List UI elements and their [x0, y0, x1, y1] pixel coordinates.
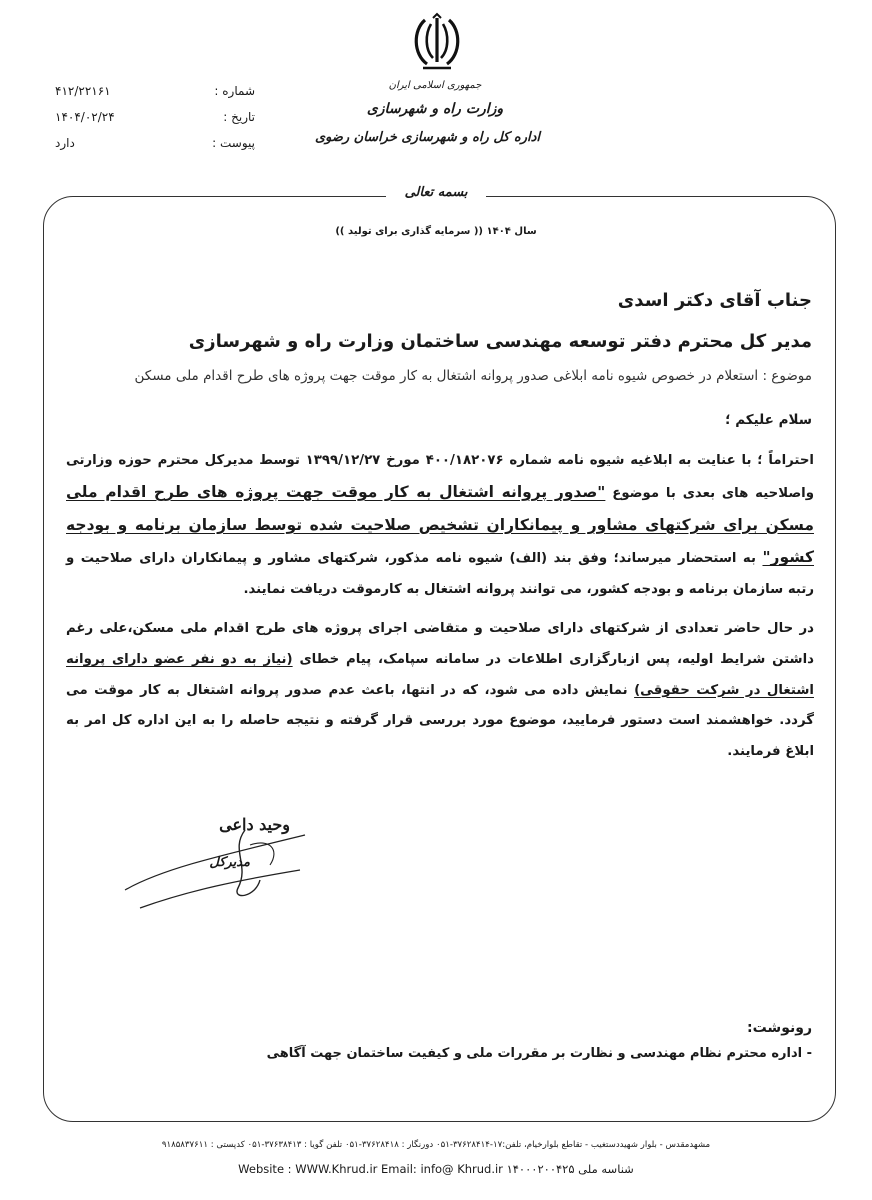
letter-date-label: تاریخ :: [223, 110, 255, 124]
letter-attachment-row: [55, 136, 255, 158]
signer-name: وحید داعی: [219, 815, 290, 834]
iran-emblem-icon: [405, 12, 469, 76]
signer-title: مدیرکل: [209, 855, 250, 870]
letter-date-row: [55, 110, 255, 132]
paragraph-1-quoted-title: "صدور پروانه اشتغال به کار موقت جهت پروژه های طرح اقدام ملی مسکن برای شرکتهای مشاور و پیمانکاران تشخیص صلاحیت شده توسط سازمان برنامه و بودجه کشور": [66, 482, 814, 567]
footer-address: مشهدمقدس - بلوار شهیددستغیب - تقاطع بلوارخیام، تلفن:۱۷-۳۷۶۲۸۴۱۴-۰۵۱ دورنگار : ۳۷۶۲۸۴۱۸-۰۵۱ تلفن گویا : ۳۷۶۳۸۴۱۳-۰۵۱ کدپستی : ۹۱۸۵۸۳۷۶۱۱: [161, 1140, 711, 1150]
recipient-title: مدیر کل محترم دفتر توسعه مهندسی ساختمان وزارت راه و شهرسازی: [188, 331, 812, 352]
paragraph-1-intro: احتراماً ؛ با عنایت به ابلاغیه شیوه نامه شماره ۴۰۰/۱۸۲۰۷۶ مورخ ۱۳۹۹/۱۲/۲۷ توسط مدیرکل محترم حوزه وزارتی واصلاحیه های بعدی با موضوع: [66, 453, 814, 501]
letter-attachment-value: دارد: [55, 136, 75, 150]
bismillah: بسمه تعالی: [386, 185, 486, 207]
paragraph-1: [66, 446, 814, 606]
country-name: جمهوری اسلامی ایران: [388, 80, 482, 91]
paragraph-2-intro: در حال حاضر تعدادی از شرکتهای دارای صلاحیت و متقاضی اجرای پروژه های طرح اقدام ملی مسکن،علی رغم داشتن شرایط اولیه، پس ازبارگزاری اطلاعات در سامانه سپامک، پیام خطای: [66, 620, 814, 667]
letter-attachment-label: پیوست :: [212, 136, 255, 150]
paragraph-2-rest: نمایش داده می شود، که در انتها، باعث عدم صدور پروانه اشتغال به کار موقت می گردد. خواهشمند است دستور فرمایید، موضوع مورد بررسی قرار گرفته و نتیجه حاصله را به این اداره کل امر به ابلاغ فرمایند.: [66, 682, 814, 760]
recipient-name: جناب آقای دکتر اسدی: [617, 290, 812, 311]
greeting: سلام علیکم ؛: [725, 412, 812, 428]
paragraph-1-rest: به استحضار میرساند؛ وفق بند (الف) شیوه نامه مذکور، شرکتهای مشاور و پیمانکاران دارای صلاحیت و رتبه سازمان برنامه و بودجه کشور، می توانند پروانه اشتغال به کارموقت دریافت نمایند.: [66, 551, 814, 598]
letter-date-value: ۱۴۰۴/۰۲/۲۴: [55, 110, 115, 124]
cc-label: رونوشت:: [747, 1020, 812, 1036]
letter-body: [66, 446, 814, 768]
letter-number-label: شماره :: [214, 84, 255, 98]
footer-contact: Website : WWW.Khrud.ir Email: info@ Khrud.ir شناسه ملی ۱۴۰۰۰۲۰۰۴۲۵: [238, 1162, 634, 1176]
letter-number-row: [55, 84, 255, 106]
ministry-name: وزارت راه و شهرسازی: [366, 101, 504, 117]
department-name: اداره کل راه و شهرسازی خراسان رضوی: [314, 130, 540, 145]
letter-subject: موضوع : استعلام در خصوص شیوه نامه ابلاغی صدور پروانه اشتغال به کار موقت جهت پروژه های طرح اقدام ملی مسکن: [134, 368, 812, 384]
paragraph-2-error-message: (نیاز به دو نفر عضو دارای پروانه اشتغال در شرکت حقوقی): [66, 651, 814, 698]
year-slogan: سال ۱۴۰۴ (( سرمایه گذاری برای تولید )): [335, 226, 537, 237]
letter-number-value: ۴۱۲/۲۲۱۶۱: [55, 84, 111, 98]
paragraph-2: [66, 614, 814, 768]
cc-recipient: - اداره محترم نظام مهندسی و نظارت بر مقررات ملی و کیفیت ساختمان جهت آگاهی: [266, 1046, 812, 1061]
